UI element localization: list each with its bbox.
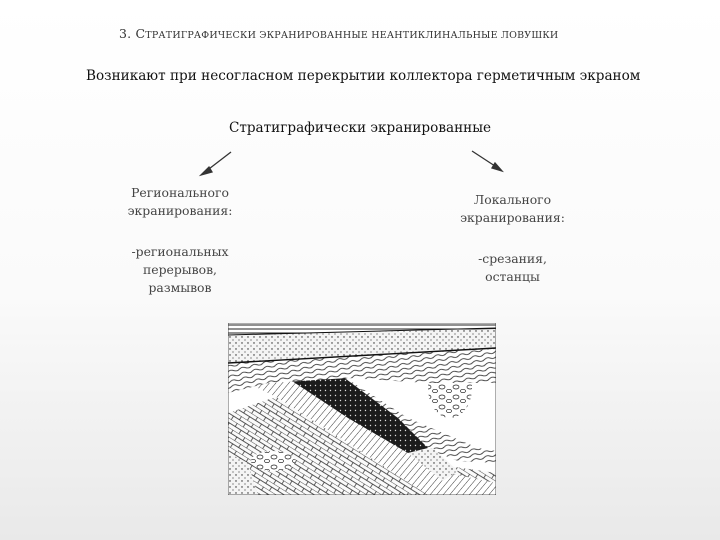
title-first-letter: С: [135, 26, 146, 41]
local-item2: останцы: [485, 269, 540, 284]
regional-screening-label: [110, 184, 250, 220]
regional-screening-list: [105, 243, 255, 297]
title-rest: ТРАТИГРАФИЧЕСКИ ЭКРАНИРОВАННЫЕ НЕАНТИКЛИНАЛЬНЫЕ ЛОВУШКИ: [145, 30, 559, 41]
left-arrow-icon: [201, 152, 231, 175]
pebble-lens: [251, 451, 295, 471]
title-number: 3.: [119, 26, 132, 41]
regional-item3: размывов: [148, 280, 212, 295]
regional-item1: -региональных: [131, 244, 229, 259]
local-screening-list: [445, 250, 580, 286]
regional-line2: экранирования:: [127, 203, 233, 218]
geological-section-diagram: [228, 323, 496, 495]
right-arrow-icon: [472, 151, 502, 171]
local-line2: экранирования:: [460, 210, 565, 225]
regional-line1: Регионального: [131, 185, 229, 200]
slide-subtitle: Возникают при несогласном перекрытии коллектора герметичным экраном: [86, 68, 641, 84]
local-item1: -срезания,: [478, 251, 547, 266]
section-heading: Стратиграфически экранированные: [228, 120, 492, 136]
local-screening-label: [440, 191, 585, 227]
regional-item2: перерывов,: [143, 262, 217, 277]
local-line1: Локального: [473, 192, 552, 207]
